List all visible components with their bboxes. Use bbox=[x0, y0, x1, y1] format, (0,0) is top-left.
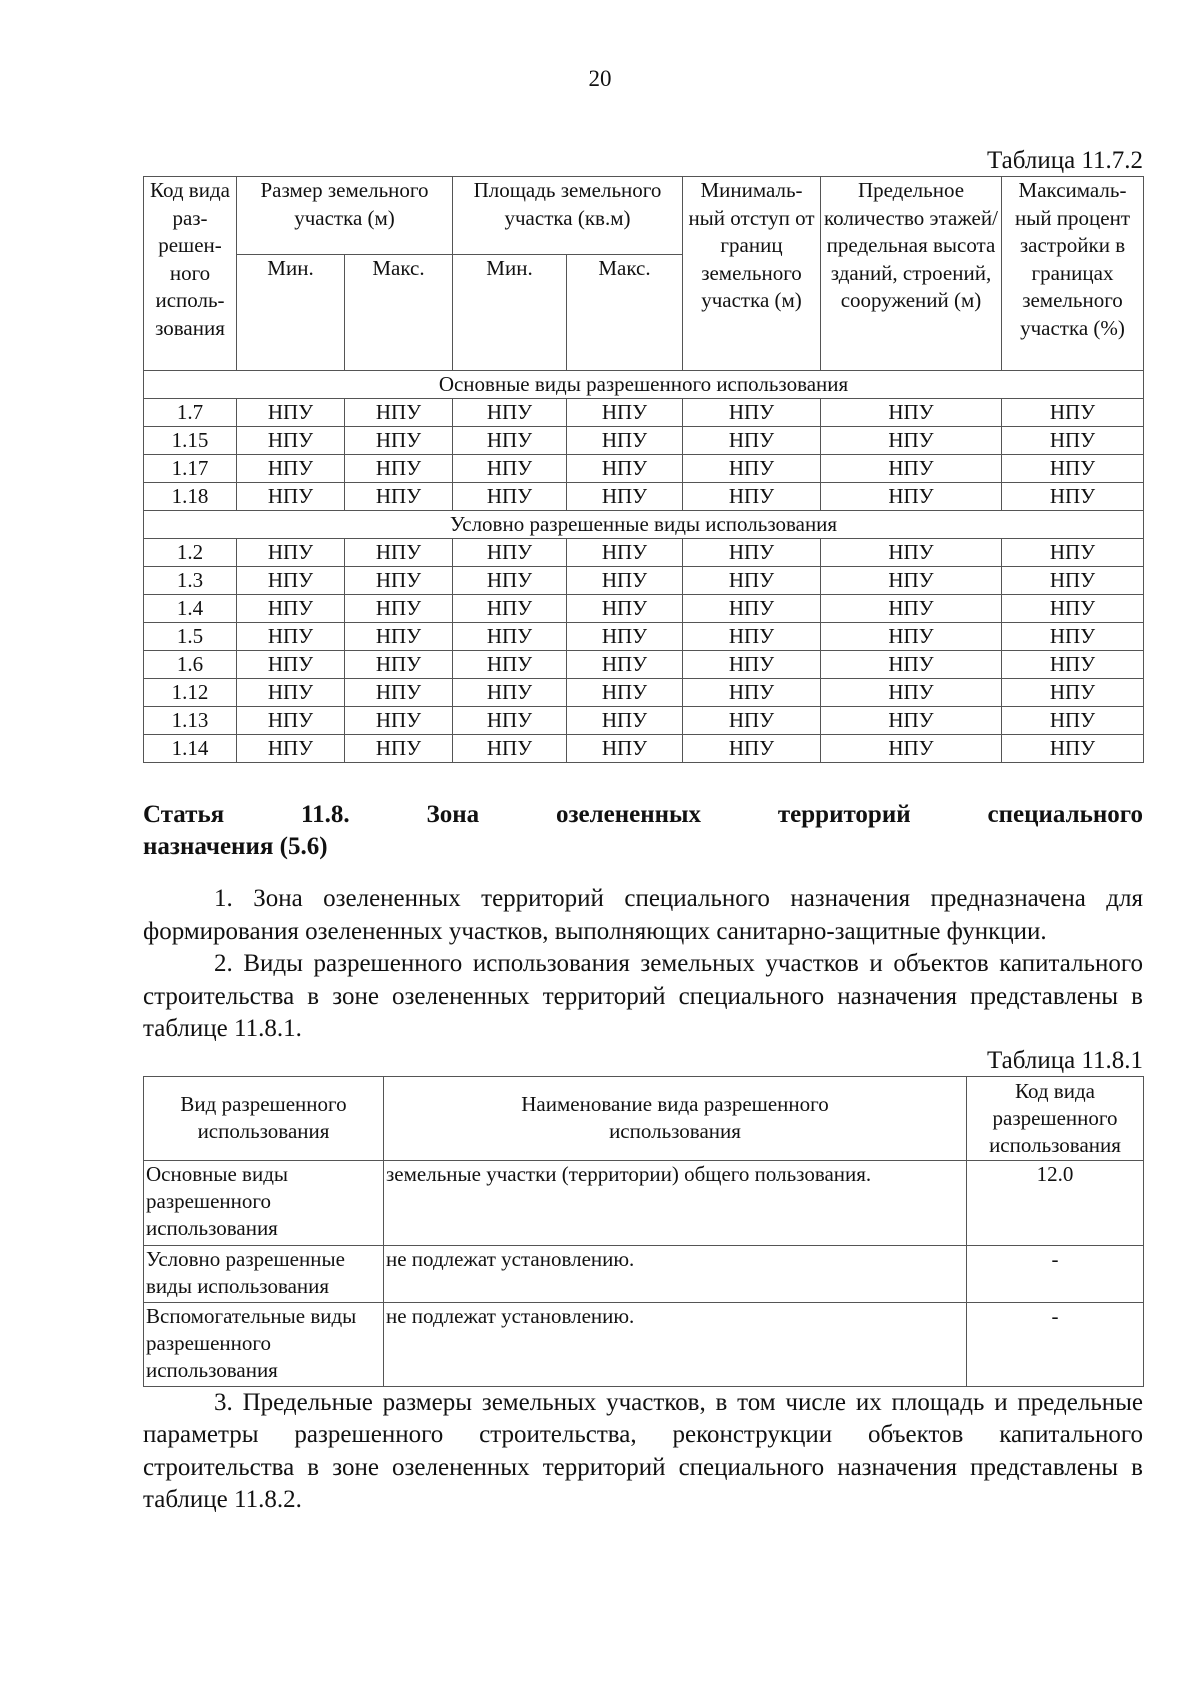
cell-area-min: НПУ bbox=[453, 455, 567, 483]
t2-cell-name: не подлежат установлению. bbox=[384, 1302, 967, 1386]
table-row bbox=[144, 567, 1144, 595]
cell-size-min: НПУ bbox=[237, 539, 345, 567]
cell-setback: НПУ bbox=[683, 735, 821, 763]
cell-size-min: НПУ bbox=[237, 595, 345, 623]
table-11-7-2 bbox=[143, 176, 1144, 763]
cell-code: 1.4 bbox=[144, 595, 237, 623]
t2-cell-kind: Основные виды разрешенного использования bbox=[144, 1160, 384, 1245]
cell-size-min: НПУ bbox=[237, 735, 345, 763]
cell-coverage: НПУ bbox=[1002, 483, 1144, 511]
section-row bbox=[144, 371, 1144, 399]
header-area-min: Мин. bbox=[453, 255, 567, 371]
cell-area-max: НПУ bbox=[567, 567, 683, 595]
t2-cell-kind: Вспомогательные виды разрешенного использования bbox=[144, 1302, 384, 1386]
cell-code: 1.2 bbox=[144, 539, 237, 567]
table-row bbox=[144, 399, 1144, 427]
table-row bbox=[144, 1245, 1144, 1302]
t2-cell-code: 12.0 bbox=[967, 1160, 1144, 1245]
cell-size-max: НПУ bbox=[345, 455, 453, 483]
header-size-min: Мин. bbox=[237, 255, 345, 371]
cell-area-max: НПУ bbox=[567, 595, 683, 623]
cell-coverage: НПУ bbox=[1002, 427, 1144, 455]
cell-setback: НПУ bbox=[683, 679, 821, 707]
cell-code: 1.6 bbox=[144, 651, 237, 679]
cell-size-max: НПУ bbox=[345, 707, 453, 735]
cell-code: 1.12 bbox=[144, 679, 237, 707]
cell-size-max: НПУ bbox=[345, 567, 453, 595]
cell-floors: НПУ bbox=[821, 707, 1002, 735]
cell-coverage: НПУ bbox=[1002, 399, 1144, 427]
cell-area-min: НПУ bbox=[453, 651, 567, 679]
paragraph-2: 2. Виды разрешенного использования земельных участков и объектов капитального строительства в зоне озелененных территорий специального назначения представлены в таблице 11.8.1. bbox=[143, 950, 1143, 1042]
cell-floors: НПУ bbox=[821, 399, 1002, 427]
cell-area-min: НПУ bbox=[453, 567, 567, 595]
cell-area-min: НПУ bbox=[453, 679, 567, 707]
cell-area-min: НПУ bbox=[453, 427, 567, 455]
cell-size-max: НПУ bbox=[345, 595, 453, 623]
cell-area-max: НПУ bbox=[567, 483, 683, 511]
cell-code: 1.7 bbox=[144, 399, 237, 427]
header-coverage: Максималь-ный процент застройки в границах земельного участка (%) bbox=[1002, 177, 1144, 371]
article-heading-line2: назначения (5.6) bbox=[143, 833, 328, 860]
cell-size-min: НПУ bbox=[237, 623, 345, 651]
cell-coverage: НПУ bbox=[1002, 567, 1144, 595]
table-row bbox=[144, 483, 1144, 511]
cell-floors: НПУ bbox=[821, 679, 1002, 707]
cell-size-max: НПУ bbox=[345, 399, 453, 427]
cell-floors: НПУ bbox=[821, 455, 1002, 483]
article-heading-line1: Статья 11.8. Зона озелененных территорий специального bbox=[143, 801, 1143, 828]
cell-floors: НПУ bbox=[821, 595, 1002, 623]
cell-coverage: НПУ bbox=[1002, 707, 1144, 735]
cell-setback: НПУ bbox=[683, 651, 821, 679]
cell-size-max: НПУ bbox=[345, 539, 453, 567]
table-row bbox=[144, 1160, 1144, 1245]
cell-size-max: НПУ bbox=[345, 427, 453, 455]
cell-area-min: НПУ bbox=[453, 595, 567, 623]
cell-coverage: НПУ bbox=[1002, 623, 1144, 651]
cell-code: 1.15 bbox=[144, 427, 237, 455]
cell-area-min: НПУ bbox=[453, 707, 567, 735]
table1-caption: Таблица 11.7.2 bbox=[987, 147, 1143, 174]
header-area-max: Макс. bbox=[567, 255, 683, 371]
cell-area-min: НПУ bbox=[453, 735, 567, 763]
table-row bbox=[144, 455, 1144, 483]
t2-cell-code: - bbox=[967, 1245, 1144, 1302]
cell-size-min: НПУ bbox=[237, 427, 345, 455]
cell-coverage: НПУ bbox=[1002, 539, 1144, 567]
table-row bbox=[144, 623, 1144, 651]
t2-header-kind: Вид разрешенного использования bbox=[144, 1076, 384, 1160]
cell-floors: НПУ bbox=[821, 427, 1002, 455]
cell-floors: НПУ bbox=[821, 735, 1002, 763]
page-content bbox=[143, 146, 1143, 1517]
table1-body bbox=[144, 371, 1144, 763]
t2-header-code: Код вида разрешенного использования bbox=[967, 1076, 1144, 1160]
cell-setback: НПУ bbox=[683, 539, 821, 567]
cell-setback: НПУ bbox=[683, 595, 821, 623]
cell-area-max: НПУ bbox=[567, 651, 683, 679]
table-row bbox=[144, 679, 1144, 707]
cell-code: 1.3 bbox=[144, 567, 237, 595]
header-floors: Предельное количество этажей/ предельная высота зданий, строений, сооружений (м) bbox=[821, 177, 1002, 371]
section-row bbox=[144, 511, 1144, 539]
cell-area-min: НПУ bbox=[453, 483, 567, 511]
cell-size-min: НПУ bbox=[237, 651, 345, 679]
t2-cell-code: - bbox=[967, 1302, 1144, 1386]
cell-area-max: НПУ bbox=[567, 707, 683, 735]
cell-coverage: НПУ bbox=[1002, 455, 1144, 483]
cell-floors: НПУ bbox=[821, 651, 1002, 679]
cell-size-min: НПУ bbox=[237, 707, 345, 735]
cell-size-min: НПУ bbox=[237, 455, 345, 483]
cell-size-max: НПУ bbox=[345, 623, 453, 651]
cell-area-max: НПУ bbox=[567, 455, 683, 483]
paragraph-1: 1. Зона озелененных территорий специального назначения предназначена для формирования озелененных участков, выполняющих санитарно-защитные функции. bbox=[143, 885, 1143, 945]
table-row bbox=[144, 735, 1144, 763]
page-number: 20 bbox=[588, 66, 612, 91]
cell-code: 1.18 bbox=[144, 483, 237, 511]
paragraph-3: 3. Предельные размеры земельных участков, в том числе их площадь и предельные параметры разрешенного строительства, реконструкции объектов капитального строительства в зоне озелененных территорий специального назначения представлены в таблице 11.8.2. bbox=[143, 1388, 1143, 1513]
cell-size-min: НПУ bbox=[237, 567, 345, 595]
cell-coverage: НПУ bbox=[1002, 595, 1144, 623]
cell-code: 1.13 bbox=[144, 707, 237, 735]
table-row bbox=[144, 707, 1144, 735]
cell-code: 1.14 bbox=[144, 735, 237, 763]
cell-area-max: НПУ bbox=[567, 399, 683, 427]
cell-floors: НПУ bbox=[821, 623, 1002, 651]
cell-size-min: НПУ bbox=[237, 399, 345, 427]
header-size: Размер земельного участка (м) bbox=[237, 177, 453, 255]
cell-code: 1.5 bbox=[144, 623, 237, 651]
header-area: Площадь земельного участка (кв.м) bbox=[453, 177, 683, 255]
cell-area-max: НПУ bbox=[567, 427, 683, 455]
cell-code: 1.17 bbox=[144, 455, 237, 483]
cell-area-max: НПУ bbox=[567, 539, 683, 567]
cell-area-max: НПУ bbox=[567, 623, 683, 651]
table-11-8-1 bbox=[143, 1076, 1144, 1387]
header-size-max: Макс. bbox=[345, 255, 453, 371]
cell-size-min: НПУ bbox=[237, 483, 345, 511]
table-row bbox=[144, 651, 1144, 679]
cell-area-max: НПУ bbox=[567, 679, 683, 707]
cell-setback: НПУ bbox=[683, 707, 821, 735]
cell-floors: НПУ bbox=[821, 483, 1002, 511]
cell-area-min: НПУ bbox=[453, 539, 567, 567]
t2-header-name: Наименование вида разрешенного использования bbox=[384, 1076, 967, 1160]
header-setback: Минималь-ный отступ от границ земельного участка (м) bbox=[683, 177, 821, 371]
cell-size-max: НПУ bbox=[345, 483, 453, 511]
cell-setback: НПУ bbox=[683, 567, 821, 595]
cell-size-max: НПУ bbox=[345, 651, 453, 679]
table2-caption: Таблица 11.8.1 bbox=[987, 1046, 1143, 1074]
cell-coverage: НПУ bbox=[1002, 679, 1144, 707]
table-row bbox=[144, 1302, 1144, 1386]
cell-floors: НПУ bbox=[821, 539, 1002, 567]
section-title: Условно разрешенные виды использования bbox=[144, 511, 1144, 539]
article-heading bbox=[143, 799, 1143, 863]
cell-size-max: НПУ bbox=[345, 679, 453, 707]
section-title: Основные виды разрешенного использования bbox=[144, 371, 1144, 399]
cell-setback: НПУ bbox=[683, 427, 821, 455]
cell-setback: НПУ bbox=[683, 623, 821, 651]
cell-size-min: НПУ bbox=[237, 679, 345, 707]
table-row bbox=[144, 539, 1144, 567]
table-row bbox=[144, 595, 1144, 623]
t2-cell-name: земельные участки (территории) общего пользования. bbox=[384, 1160, 967, 1245]
t2-cell-name: не подлежат установлению. bbox=[384, 1245, 967, 1302]
cell-coverage: НПУ bbox=[1002, 651, 1144, 679]
cell-area-max: НПУ bbox=[567, 735, 683, 763]
cell-setback: НПУ bbox=[683, 399, 821, 427]
cell-setback: НПУ bbox=[683, 455, 821, 483]
cell-floors: НПУ bbox=[821, 567, 1002, 595]
table-row bbox=[144, 427, 1144, 455]
cell-coverage: НПУ bbox=[1002, 735, 1144, 763]
header-code: Код вида раз-решен-ного исполь-зования bbox=[144, 177, 237, 371]
cell-area-min: НПУ bbox=[453, 399, 567, 427]
cell-size-max: НПУ bbox=[345, 735, 453, 763]
cell-area-min: НПУ bbox=[453, 623, 567, 651]
t2-cell-kind: Условно разрешенные виды использования bbox=[144, 1245, 384, 1302]
cell-setback: НПУ bbox=[683, 483, 821, 511]
